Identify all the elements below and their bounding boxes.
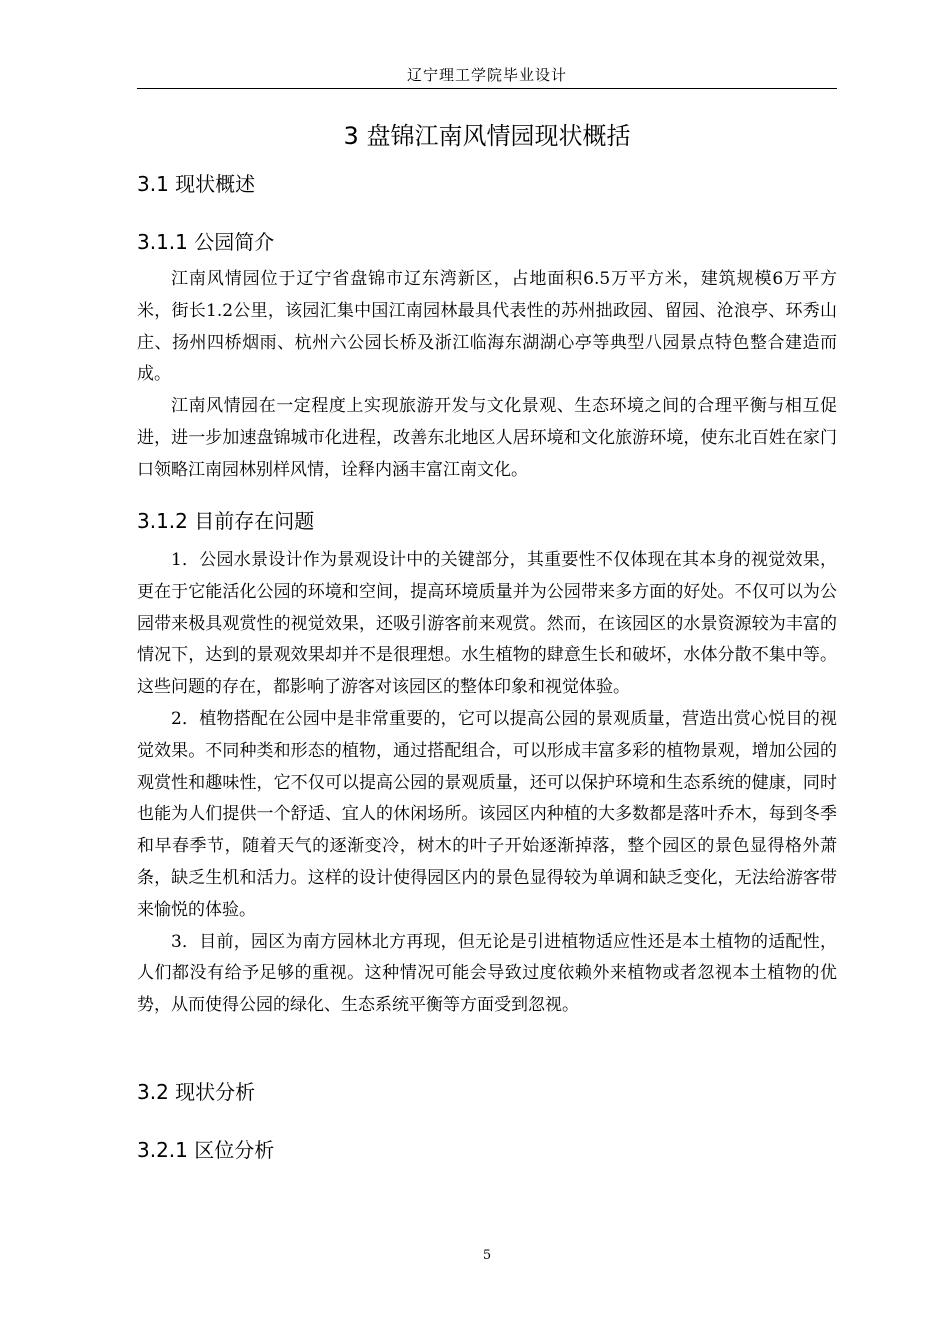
section-heading-3-2-1: 3.2.1 区位分析 [137, 1138, 275, 1162]
section-heading-3-1-1: 3.1.1 公园简介 [137, 230, 275, 254]
page-header: 辽宁理工学院毕业设计 [406, 66, 567, 84]
section-body-3-1-1 [137, 264, 837, 487]
paragraph: 江南风情园在一定程度上实现旅游开发与文化景观、生态环境之间的合理平衡与相互促进，进一步加速盘锦城市化进程，改善东北地区人居环境和文化旅游环境，使东北百姓在家门口领略江南园林别样风情，诠释内涵丰富江南文化。 [137, 396, 837, 480]
paragraph: 1．公园水景设计作为景观设计中的关键部分，其重要性不仅体现在其本身的视觉效果，更在于它能活化公园的环境和空间，提高环境质量并为公园带来多方面的好处。不仅可以为公园带来极具观赏性的视觉效果，还吸引游客前来观赏。然而，在该园区的水景资源较为丰富的情况下，达到的景观效果却并不是很理想。水生植物的肆意生长和破坏，水体分散不集中等。这些问题的存在，都影响了游客对该园区的整体印象和视觉体验。 [137, 550, 837, 698]
paragraph: 3．目前，园区为南方园林北方再现，但无论是引进植物适应性还是本土植物的适配性，人们都没有给予足够的重视。这种情况可能会导致过度依赖外来植物或者忽视本土植物的优势，从而使得公园的绿化、生态系统平衡等方面受到忽视。 [137, 931, 837, 1016]
section-heading-3-1-2: 3.1.2 目前存在问题 [137, 509, 315, 533]
chapter-title: 3 盘锦江南风情园现状概括 [343, 122, 631, 150]
section-heading-3-2: 3.2 现状分析 [137, 1080, 256, 1104]
section-body-3-1-2 [137, 545, 837, 1022]
paragraph: 2．植物搭配在公园中是非常重要的，它可以提高公园的景观质量，营造出赏心悦目的视觉效果。不同种类和形态的植物，通过搭配组合，可以形成丰富多彩的植物景观，增加公园的观赏性和趣味性，它不仅可以提高公园的景观质量，还可以保护环境和生态系统的健康，同时也能为人们提供一个舒适、宜人的休闲场所。该园区内种植的大多数都是落叶乔木，每到冬季和早春季节，随着天气的逐渐变冷，树木的叶子开始逐渐掉落，整个园区的景色显得格外萧条，缺乏生机和活力。这样的设计使得园区内的景色显得较为单调和缺乏变化，无法给游客带来愉悦的体验。 [137, 708, 837, 920]
paragraph: 江南风情园位于辽宁省盘锦市辽东湾新区，占地面积6.5万平方米，建筑规模6万平方米，街长1.2公里，该园汇集中国江南园林最具代表性的苏州拙政园、留园、沧浪亭、环秀山庄、扬州四桥烟雨、杭州六公园长桥及浙江临海东湖湖心亭等典型八园景点特色整合建造而成。 [137, 269, 837, 385]
page-number: 5 [482, 1248, 492, 1263]
section-heading-3-1: 3.1 现状概述 [137, 172, 256, 196]
header-divider [137, 88, 837, 89]
